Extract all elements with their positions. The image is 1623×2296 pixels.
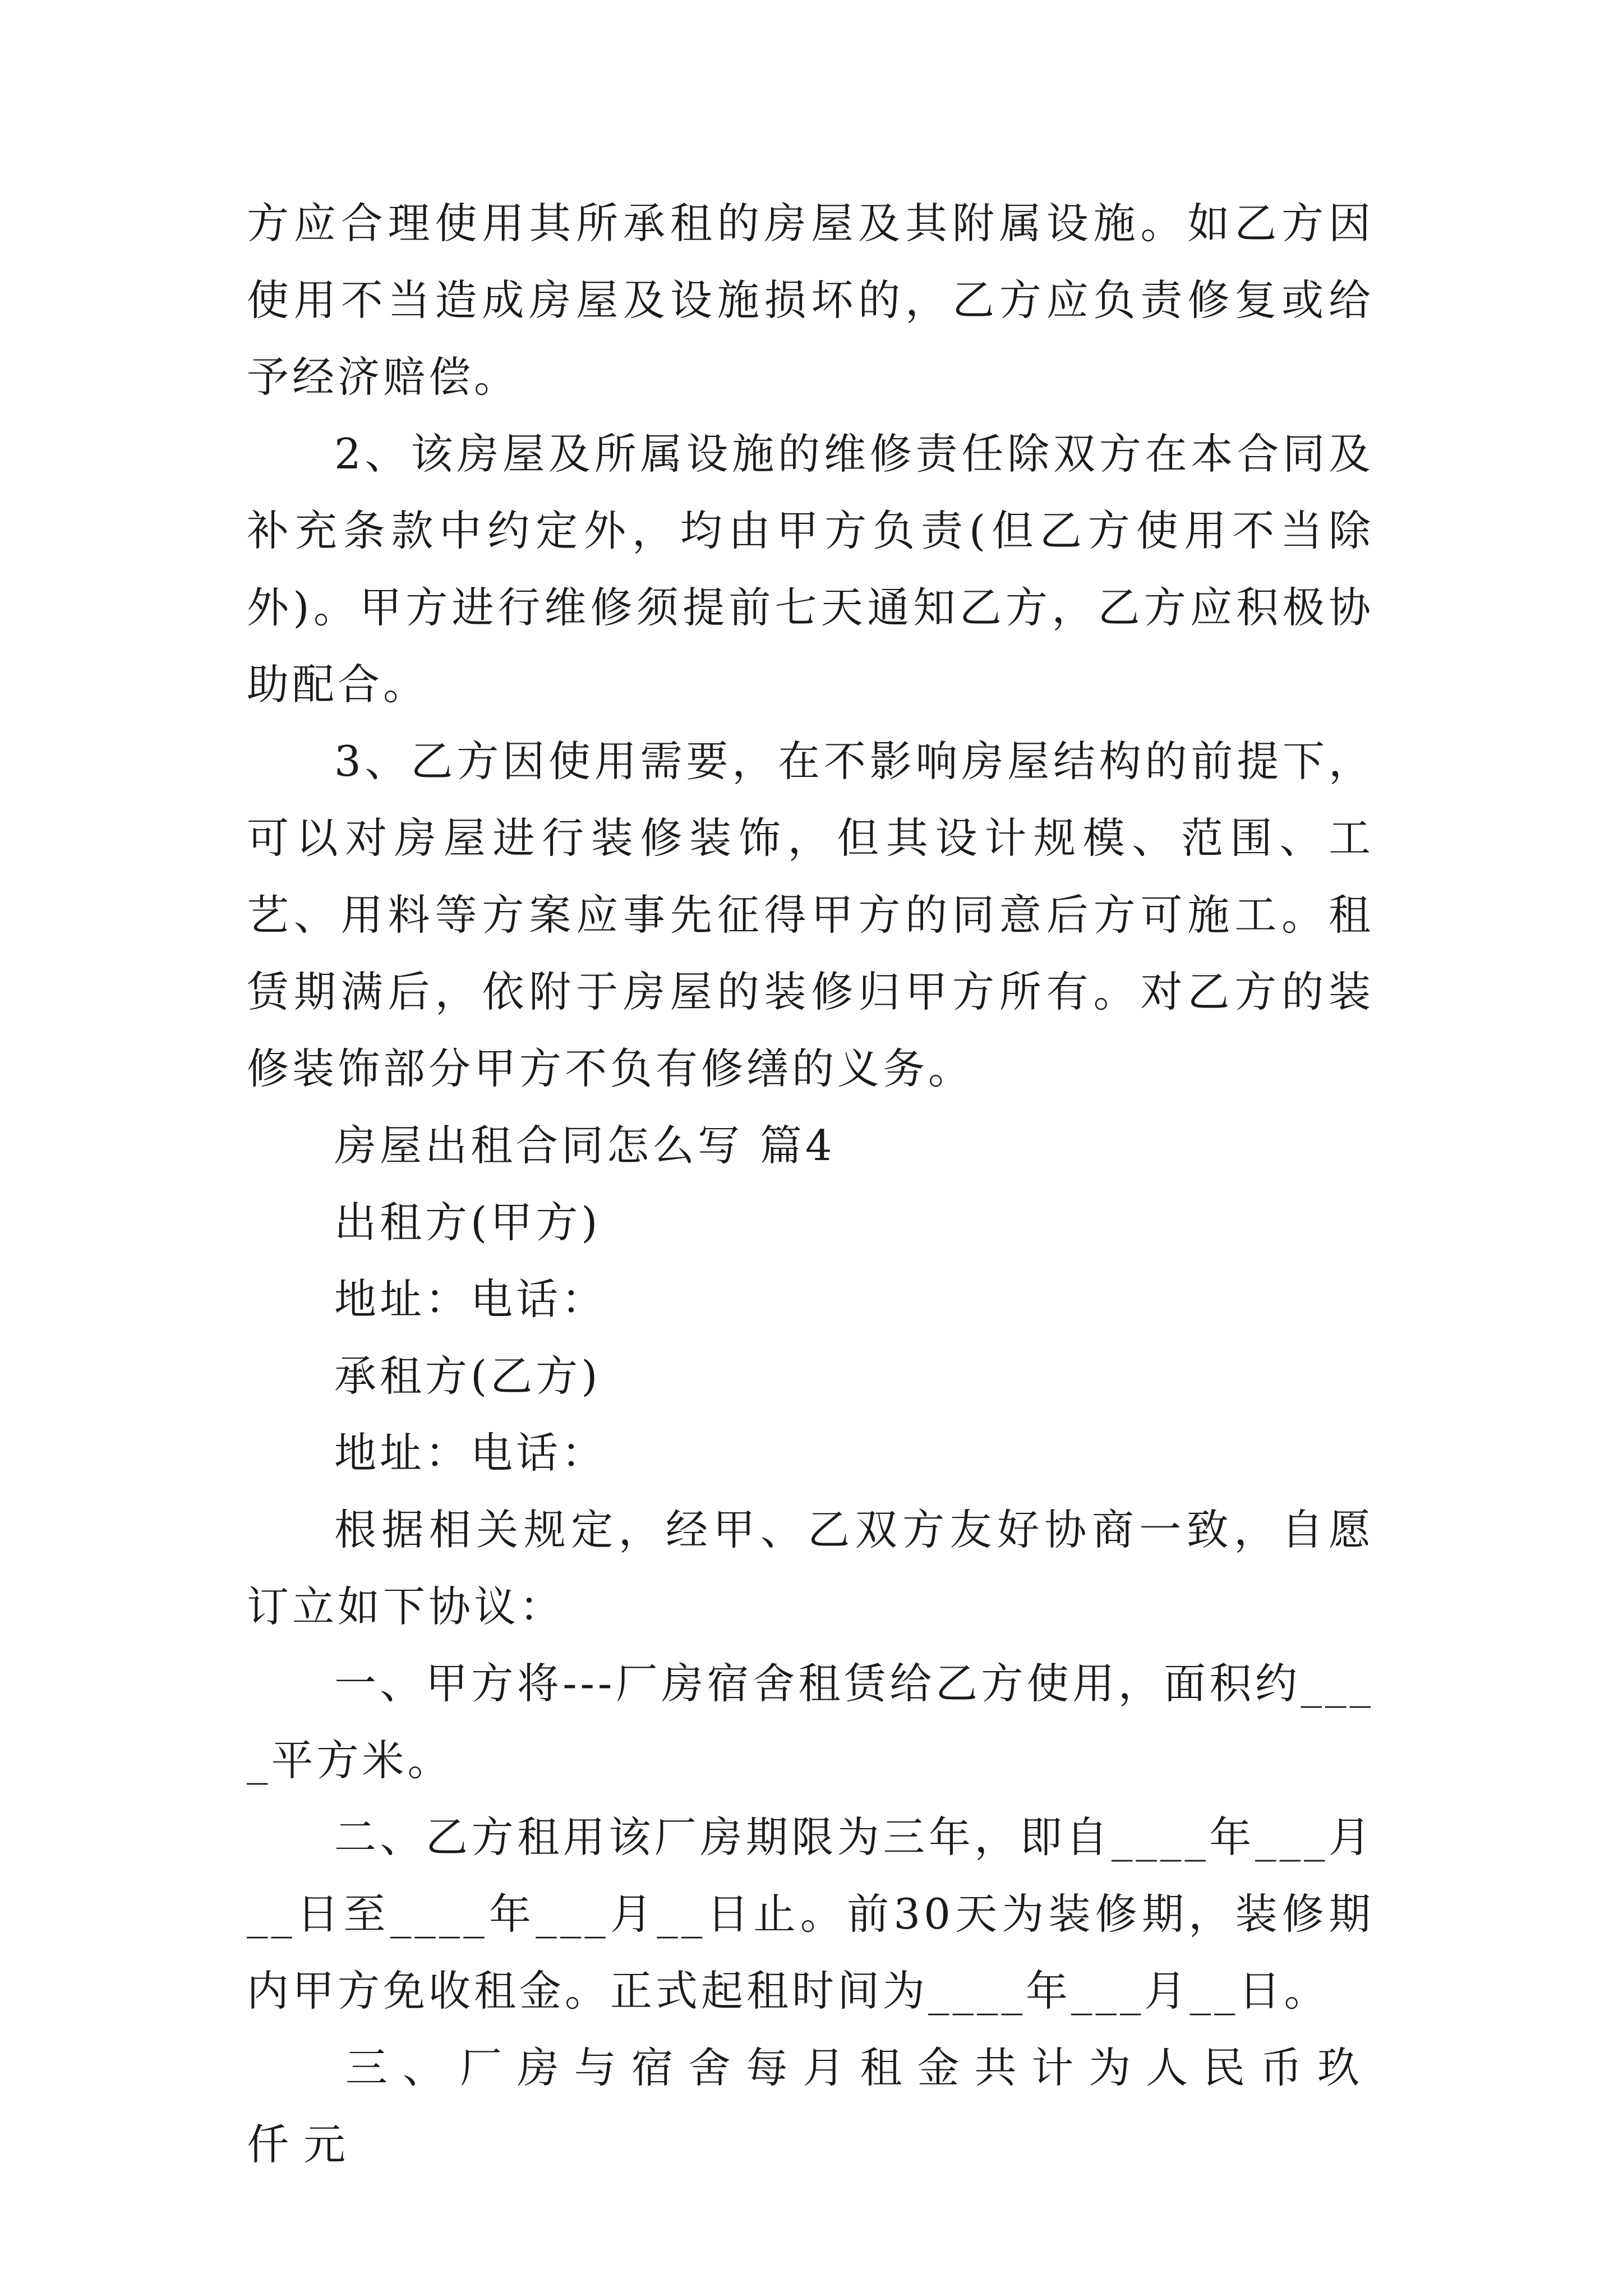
document-body xyxy=(247,185,1374,2183)
agreement-preamble: 根据相关规定，经甲、乙双方友好协商一致，自愿订立如下协议： xyxy=(247,1505,1374,1631)
lessee-address-phone: 地址：电话： xyxy=(334,1428,607,1478)
article-2: 二、乙方租用该厂房期限为三年，即自____年___月__日至____年___月__日止。前30天为装修期，装修期内甲方免收租金。正式起租时间为____年___月__日。 xyxy=(247,1812,1374,2016)
article-1: 一、甲方将---厂房宿舍租赁给乙方使用，面积约____平方米。 xyxy=(247,1659,1374,1785)
lessee-label: 承租方(乙方) xyxy=(334,1351,601,1401)
lessor-address-phone: 地址：电话： xyxy=(334,1274,607,1324)
article-3: 三、厂房与宿舍每月租金共计为人民币玖仟元 xyxy=(247,2043,1374,2169)
paragraph-clause-2: 2、该房屋及所属设施的维修责任除双方在本合同及补充条款中约定外，均由甲方负责(但乙方使用不当除外)。甲方进行维修须提前七天通知乙方，乙方应积极协助配合。 xyxy=(247,429,1374,709)
paragraph-clause-3: 3、乙方因使用需要，在不影响房屋结构的前提下，可以对房屋进行装修装饰，但其设计规模、范围、工艺、用料等方案应事先征得甲方的同意后方可施工。租赁期满后，依附于房屋的装修归甲方所有。对乙方的装修装饰部分甲方不负有修缮的义务。 xyxy=(247,737,1374,1093)
paragraph-continuation: 方应合理使用其所承租的房屋及其附属设施。如乙方因使用不当造成房屋及设施损坏的，乙方应负责修复或给予经济赔偿。 xyxy=(247,199,1374,402)
section-heading: 房屋出租合同怎么写 篇4 xyxy=(334,1121,836,1170)
lessor-label: 出租方(甲方) xyxy=(334,1198,601,1247)
